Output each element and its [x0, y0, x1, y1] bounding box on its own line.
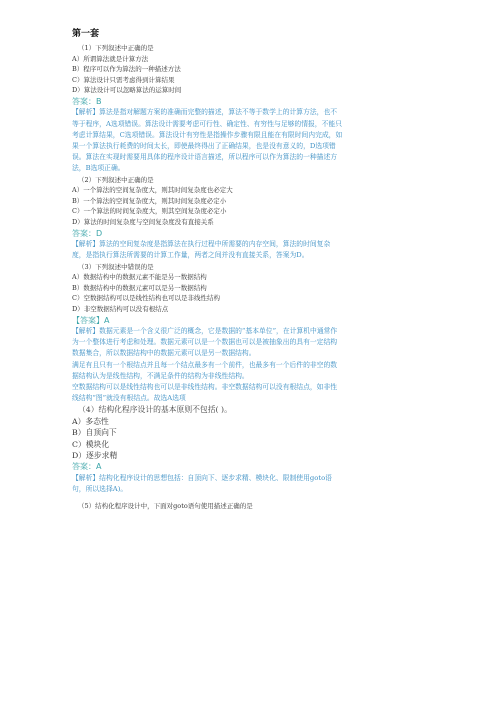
q1-answer: 答案：B — [72, 96, 102, 106]
q3-option-d: D）非空数据结构可以没有根结点 — [72, 304, 169, 313]
q2-explanation-line: 【解析】算法的空间复杂度是指算法在执行过程中所需要的内存空间，算法的时间复杂 — [72, 240, 331, 249]
q3-explanation-line: 空数据结构可以是线性结构也可以是非线性结构。非空数据结构可以没有根结点，如非性 — [72, 383, 338, 392]
q1-explanation-line: 法，B选项正确。 — [72, 164, 125, 173]
q4-answer: 答案：A — [72, 462, 102, 472]
q2-explanation-line: 度，是指执行算法所需要的计算工作量，两者之间并没有直接关系，答案为D。 — [72, 251, 309, 260]
q2-answer: 答案：D — [72, 228, 103, 238]
q1-explanation-line: 误。算法在实现时需要用具体的程序设计语言描述，所以程序可以作为算法的一种描述方 — [72, 153, 338, 162]
q1-explanation-line: 考虑计算结果，C选项错误。算法设计有穷性是指操作步骤有限且能在有限时间内完成，如 — [72, 130, 343, 139]
document-page — [72, 28, 432, 512]
q3-explanation-line: 【解析】数据元素是一个含义很广泛的概念，它是数据的“基本单位”，在计算机中通常作 — [72, 327, 338, 336]
q2-option-a: A）一个算法的空间复杂度大，则其时间复杂度也必定大 — [72, 186, 233, 195]
q3-option-a: A）数据结构中的数据元素不能是另一数据结构 — [72, 273, 207, 282]
q4-option-a: A）多态性 — [72, 416, 109, 426]
q3-explanation-line: 数据集合，所以数据结构中的数据元素可以是另一数据结构。 — [72, 349, 256, 358]
q3-option-b: B）数据结构中的数据元素可以是另一数据结构 — [72, 283, 207, 292]
q4-stem: （4）结构化程序设计的基本原则不包括( )。 — [78, 405, 232, 415]
q4-option-c: C）模块化 — [72, 439, 110, 449]
q4-explanation-line: 句，所以选择A)。 — [72, 485, 128, 494]
q1-option-d: D）算法设计可以忽略算法的运算时间 — [72, 86, 182, 95]
q3-explanation-line: 线结构“图”就没有根结点。故选A选项 — [72, 394, 186, 403]
q1-explanation-line: 果一个算法执行耗费的时间太长，即使最终得出了正确结果，也是没有意义的，D选项错 — [72, 142, 336, 151]
q1-option-c: C）算法设计只需考虑得到计算结果 — [72, 75, 175, 84]
q4-explanation-line: 【解析】结构化程序设计的思想包括：自顶向下、逐步求精、模块化、限制使用goto语 — [72, 473, 332, 482]
q3-explanation-line: 满足有且只有一个根结点并且每一个结点最多有一个前件，也最多有一个后件的非空的数 — [72, 360, 338, 369]
q1-explanation-line: 等于程序，A选项错误。算法设计需要考虑可行性、确定性、有穷性与足够的情报，不能只 — [72, 119, 342, 128]
q1-option-b: B）程序可以作为算法的一种描述方法 — [72, 65, 181, 74]
q3-option-c: C）空数据结构可以是线性结构也可以是非线性结构 — [72, 294, 220, 303]
q3-stem: （3）下列叙述中错误的是 — [78, 262, 154, 271]
q4-option-d: D）逐步求精 — [72, 451, 118, 461]
q5-stem: （5）结构化程序设计中，下面对goto语句使用描述正确的是 — [78, 502, 253, 511]
q2-option-d: D）算法的时间复杂度与空间复杂度没有直接关系 — [72, 218, 214, 227]
q2-option-b: B）一个算法的空间复杂度大，则其时间复杂度必定小 — [72, 196, 227, 205]
q4-option-b: B）自顶向下 — [72, 428, 117, 438]
q3-explanation-line: 为一个整体进行考虑和处理。数据元素可以是一个数据也可以是被抽象出的具有一定结构 — [72, 338, 338, 347]
q1-explanation-line: 【解析】算法是指对解题方案的准确而完整的描述，算法不等于数学上的计算方法，也不 — [72, 108, 338, 117]
q2-option-c: C）一个算法的时间复杂度大，则其空间复杂度必定小 — [72, 207, 227, 216]
q3-answer: 【答案】A — [72, 315, 110, 325]
set-title: 第一套 — [72, 29, 100, 39]
q3-explanation-line: 据结构认为是线性结构，不满足条件的结构为非线性结构。 — [72, 371, 249, 380]
q1-option-a: A）所谓算法就是计算方法 — [72, 54, 149, 63]
q2-stem: （2）下列叙述中正确的是 — [78, 175, 154, 184]
q1-stem: （1）下列叙述中正确的是 — [78, 44, 154, 52]
